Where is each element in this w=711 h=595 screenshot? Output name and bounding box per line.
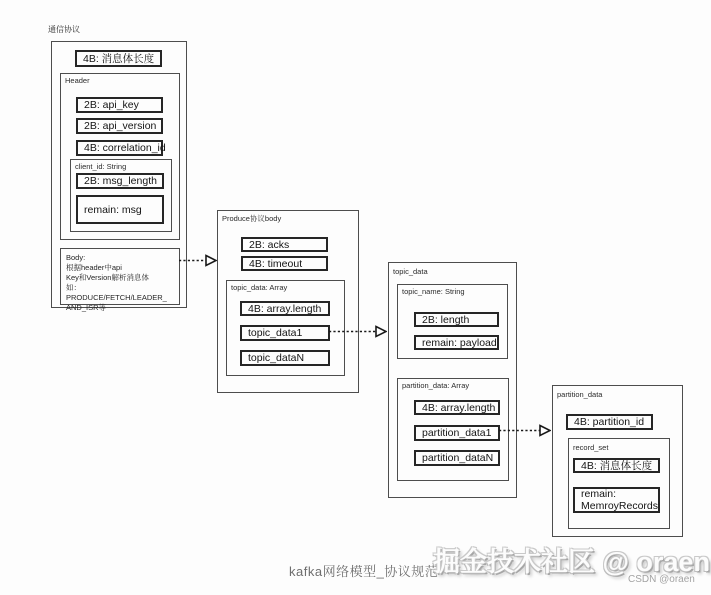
field-remain-payload: remain: payload <box>414 335 499 350</box>
field-array-length: 4B: array.length <box>240 301 330 316</box>
field-api-key: 2B: api_key <box>76 97 163 113</box>
header-label: Header <box>65 76 90 85</box>
body-note-line: 如： PRODUCE/FETCH/LEADER_ <box>66 283 167 302</box>
remain-line: MemroyRecords <box>581 500 659 512</box>
body-note-line: Key和Version解析消息体 <box>66 273 149 282</box>
field-message-body-length: 4B: 消息体长度 <box>75 50 162 67</box>
topic-data-box <box>388 262 517 498</box>
field-remain-memroyrecords <box>573 487 660 513</box>
partition-data-array-box <box>397 378 509 481</box>
field-array-length: 4B: array.length <box>414 400 500 415</box>
field-topic-data1: topic_data1 <box>240 325 330 341</box>
comm-protocol-box <box>51 41 187 312</box>
field-timeout: 4B: timeout <box>241 256 328 271</box>
field-correlation-id: 4B: correlation_id <box>76 140 163 156</box>
field-message-body-length: 4B: 消息体长度 <box>573 458 660 473</box>
body-note-line: AND_ISR等 <box>66 303 107 312</box>
diagram-caption: kafka网络模型_协议规范 <box>289 564 439 579</box>
field-partition-dataN: partition_dataN <box>414 450 500 466</box>
watermark-juejin: 掘金技术社区 @ oraen <box>433 547 710 577</box>
client-id-label: client_id: String <box>75 162 127 171</box>
record-set-box <box>568 438 670 529</box>
body-note-line: 根据header中api <box>66 263 122 272</box>
topic-name-label: topic_name: String <box>402 287 465 296</box>
client-id-box <box>70 159 172 232</box>
topic-data-label: topic_data <box>393 267 428 276</box>
produce-body-label: Produce协议body <box>222 214 282 223</box>
dotted-arrow-body-to-produce <box>179 254 217 267</box>
partition-data-array-label: partition_data: Array <box>402 381 470 390</box>
field-length: 2B: length <box>414 312 499 327</box>
field-remain-msg: remain: msg <box>76 195 164 224</box>
topic-data-array-label: topic_data: Array <box>231 283 288 292</box>
produce-body-box <box>217 210 359 393</box>
body-note <box>61 249 179 313</box>
field-partition-data1: partition_data1 <box>414 425 500 441</box>
field-topic-dataN: topic_dataN <box>240 350 330 366</box>
topic-data-array-box <box>226 280 345 376</box>
topic-name-box <box>397 284 508 359</box>
watermark-csdn: CSDN @oraen <box>628 574 695 585</box>
partition-data-label: partition_data <box>557 390 603 399</box>
field-acks: 2B: acks <box>241 237 328 252</box>
remain-line: remain: <box>581 488 617 500</box>
header-box <box>60 73 180 240</box>
field-api-version: 2B: api_version <box>76 118 163 134</box>
comm-protocol-label: 通信协议 <box>48 25 80 34</box>
field-partition-id: 4B: partition_id <box>566 414 653 430</box>
partition-data-box <box>552 385 683 537</box>
dotted-arrow-topicdata1-to-topicdata <box>329 325 387 338</box>
record-set-label: record_set <box>573 443 609 452</box>
body-note-line: Body: <box>66 253 86 262</box>
body-box <box>60 248 180 312</box>
field-msg-length: 2B: msg_length <box>76 173 164 189</box>
dotted-arrow-partitiondata1-to-partitiondata <box>499 424 551 437</box>
